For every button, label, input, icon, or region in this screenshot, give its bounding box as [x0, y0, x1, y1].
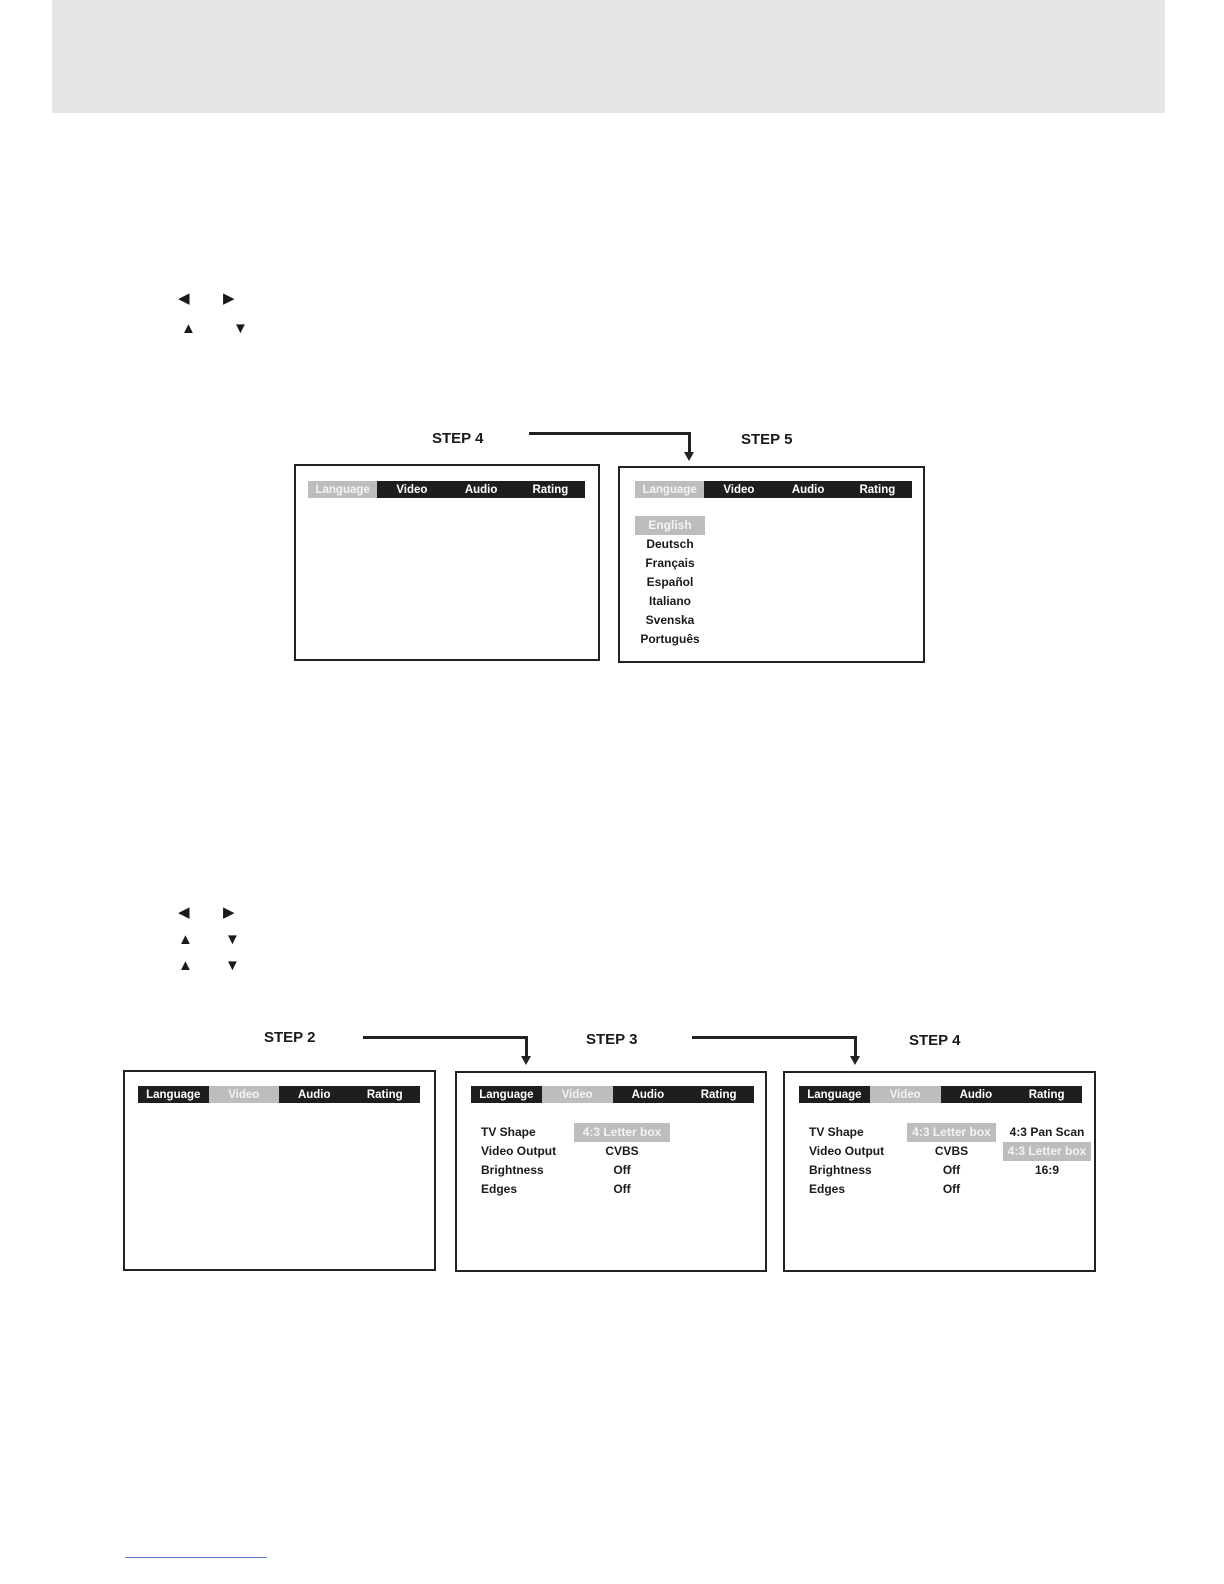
- language-option-portugues[interactable]: Português: [640, 632, 700, 646]
- up-arrow-icon: ▲: [178, 957, 193, 974]
- menu-tab-bar: [635, 481, 912, 498]
- step-label: STEP 4: [432, 430, 484, 447]
- tab-audio[interactable]: Audio: [959, 1088, 993, 1101]
- down-arrow-icon: ▼: [225, 957, 240, 974]
- language-option-deutsch[interactable]: Deutsch: [646, 537, 694, 551]
- right-arrow-icon: ▶: [223, 290, 235, 307]
- menu-screen: [455, 1071, 767, 1272]
- brightness-label: Brightness: [481, 1163, 544, 1177]
- connector-line: [692, 1036, 857, 1039]
- up-arrow-icon: ▲: [178, 931, 193, 948]
- tab-video[interactable]: Video: [542, 1086, 613, 1103]
- tab-audio[interactable]: Audio: [791, 483, 825, 496]
- connector-line: [854, 1036, 857, 1056]
- edges-value[interactable]: Off: [942, 1182, 961, 1196]
- menu-screen: [618, 466, 925, 663]
- tv-shape-value[interactable]: 4:3 Letter box: [574, 1123, 670, 1142]
- connector-line: [363, 1036, 528, 1039]
- tab-audio[interactable]: Audio: [631, 1088, 665, 1101]
- language-option-english[interactable]: English: [635, 516, 705, 535]
- left-arrow-icon: ◀: [178, 904, 190, 921]
- menu-tab-bar: [138, 1086, 420, 1103]
- connector-arrow-icon: [850, 1056, 860, 1065]
- tab-rating[interactable]: Rating: [859, 483, 896, 496]
- tab-video[interactable]: Video: [723, 483, 755, 496]
- menu-screen: [123, 1070, 436, 1271]
- tab-language[interactable]: Language: [308, 481, 377, 498]
- step-label: STEP 3: [586, 1031, 638, 1048]
- tab-language[interactable]: Language: [635, 481, 704, 498]
- tv-shape-option-16-9[interactable]: 16:9: [1034, 1163, 1060, 1177]
- connector-arrow-icon: [521, 1056, 531, 1065]
- up-arrow-icon: ▲: [181, 320, 196, 337]
- tv-shape-option-letter-box[interactable]: 4:3 Letter box: [1003, 1142, 1091, 1161]
- tab-video[interactable]: Video: [870, 1086, 941, 1103]
- video-output-value[interactable]: CVBS: [605, 1144, 639, 1158]
- connector-line: [525, 1036, 528, 1056]
- brightness-value[interactable]: Off: [942, 1163, 961, 1177]
- edges-value[interactable]: Off: [613, 1182, 631, 1196]
- language-option-francais[interactable]: Français: [645, 556, 695, 570]
- language-option-svenska[interactable]: Svenska: [645, 613, 695, 627]
- tv-shape-label: TV Shape: [481, 1125, 536, 1139]
- tab-rating[interactable]: Rating: [700, 1088, 737, 1101]
- tab-audio[interactable]: Audio: [464, 483, 498, 496]
- tab-rating[interactable]: Rating: [1028, 1088, 1065, 1101]
- tv-shape-label: TV Shape: [809, 1125, 864, 1139]
- down-arrow-icon: ▼: [225, 931, 240, 948]
- tab-language[interactable]: Language: [146, 1088, 201, 1101]
- step-label: STEP 2: [264, 1029, 316, 1046]
- video-output-label: Video Output: [809, 1144, 885, 1158]
- tab-language[interactable]: Language: [807, 1088, 862, 1101]
- menu-tab-bar: [308, 481, 585, 498]
- menu-tab-bar: [471, 1086, 754, 1103]
- left-arrow-icon: ◀: [178, 290, 190, 307]
- tab-rating[interactable]: Rating: [532, 483, 569, 496]
- video-output-value[interactable]: CVBS: [934, 1144, 969, 1158]
- menu-screen: [783, 1071, 1096, 1272]
- tv-shape-option-pan-scan[interactable]: 4:3 Pan Scan: [1009, 1125, 1085, 1139]
- connector-line: [688, 432, 691, 452]
- brightness-value[interactable]: Off: [613, 1163, 631, 1177]
- video-output-label: Video Output: [481, 1144, 557, 1158]
- down-arrow-icon: ▼: [233, 320, 248, 337]
- edges-label: Edges: [481, 1182, 518, 1196]
- menu-tab-bar: [799, 1086, 1082, 1103]
- tab-rating[interactable]: Rating: [366, 1088, 403, 1101]
- step-label: STEP 4: [909, 1032, 961, 1049]
- edges-label: Edges: [809, 1182, 846, 1196]
- step-label: STEP 5: [741, 431, 793, 448]
- header-band: [52, 0, 1165, 113]
- tab-audio[interactable]: Audio: [297, 1088, 331, 1101]
- tv-shape-value[interactable]: 4:3 Letter box: [907, 1123, 996, 1142]
- menu-screen: [294, 464, 600, 661]
- brightness-label: Brightness: [809, 1163, 872, 1177]
- language-option-italiano[interactable]: Italiano: [648, 594, 691, 608]
- tab-video[interactable]: Video: [209, 1086, 280, 1103]
- connector-line: [529, 432, 690, 435]
- tab-video[interactable]: Video: [396, 483, 428, 496]
- right-arrow-icon: ▶: [223, 904, 235, 921]
- tab-language[interactable]: Language: [479, 1088, 534, 1101]
- language-option-espanol[interactable]: Español: [646, 575, 694, 589]
- connector-arrow-icon: [684, 452, 694, 461]
- footer-rule: [125, 1557, 267, 1558]
